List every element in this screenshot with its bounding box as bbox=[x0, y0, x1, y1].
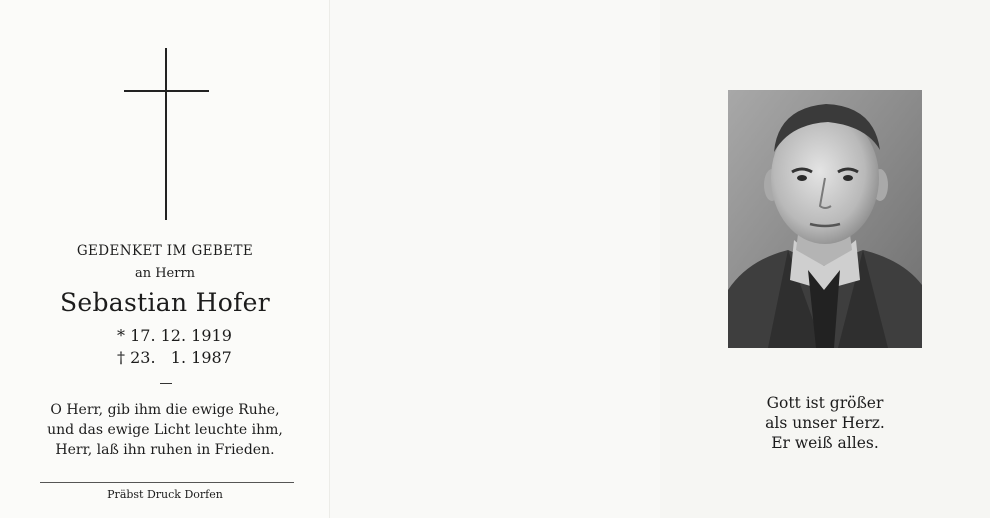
memorial-heading: GEDENKET IM GEBETE bbox=[76, 243, 254, 259]
memorial-subheading: an Herrn bbox=[134, 266, 196, 281]
portrait-photo bbox=[728, 90, 922, 348]
cross-icon-bar bbox=[124, 90, 209, 92]
prayer-text bbox=[0, 400, 330, 460]
quote-line: Gott ist größer bbox=[766, 394, 884, 412]
portrait-image bbox=[728, 90, 922, 348]
prayer-line: und das ewige Licht leuchte ihm, bbox=[47, 422, 283, 438]
deceased-name: Sebastian Hofer bbox=[59, 288, 270, 317]
life-dates bbox=[117, 325, 232, 369]
quote-line: Er weiß alles. bbox=[771, 434, 879, 452]
footer-rule bbox=[40, 482, 294, 483]
prayer-line: Herr, laß ihn ruhen in Frieden. bbox=[55, 442, 275, 458]
quote-text bbox=[660, 393, 990, 453]
quote-line: als unser Herz. bbox=[765, 414, 885, 432]
left-panel bbox=[0, 0, 330, 518]
right-panel bbox=[330, 0, 885, 518]
printer-credit: Präbst Druck Dorfen bbox=[107, 488, 223, 501]
birth-date: * 17. 12. 1919 bbox=[117, 326, 232, 345]
prayer-line: O Herr, gib ihm die ewige Ruhe, bbox=[50, 402, 280, 418]
cross-icon bbox=[165, 48, 167, 220]
separator-dash bbox=[160, 383, 172, 384]
death-date: † 23. 1. 1987 bbox=[117, 348, 232, 367]
